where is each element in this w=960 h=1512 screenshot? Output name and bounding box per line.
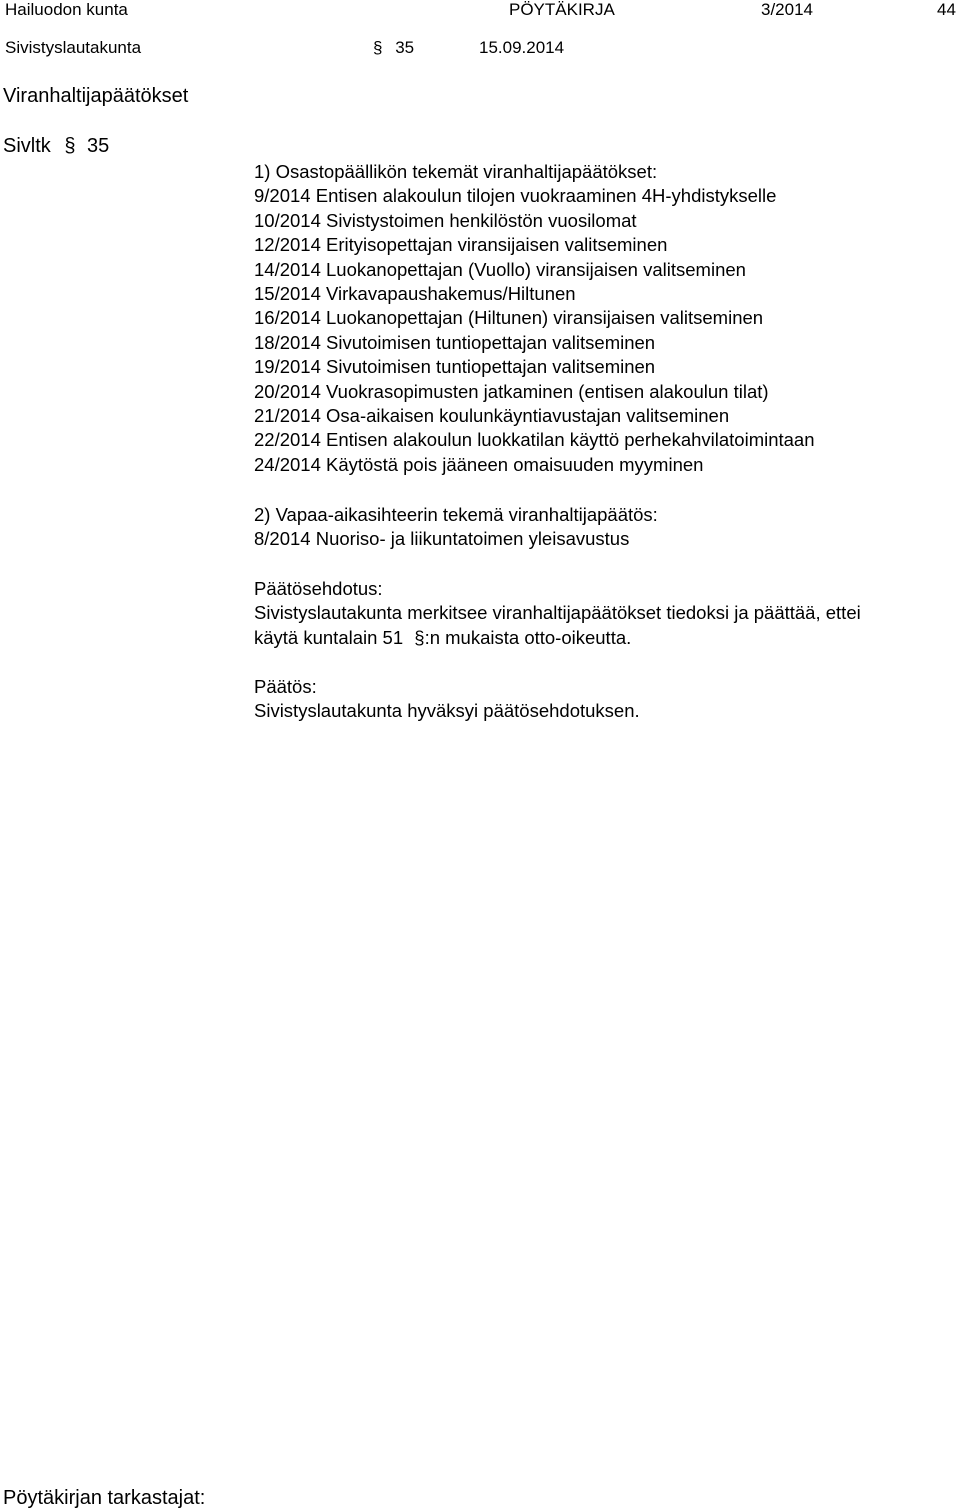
decisions-part1 <box>254 160 954 477</box>
decision-item: 10/2014 Sivistystoimen henkilöstön vuosilomat <box>254 209 637 231</box>
decision-item: 18/2014 Sivutoimisen tuntiopettajan valitseminen <box>254 331 656 353</box>
proposal-text-line1: Sivistyslautakunta merkitsee viranhaltijapäätökset tiedoksi ja päättää, ettei <box>254 602 861 624</box>
decisions-part2 <box>254 503 954 552</box>
case-ref-number: 35 <box>87 135 110 157</box>
minutes-reviewers-label: Pöytäkirjan tarkastajat: <box>3 1487 206 1509</box>
case-section-sign: § <box>64 135 76 157</box>
meeting-date: 15.09.2014 <box>479 38 565 57</box>
page-number: 44 <box>937 0 956 19</box>
decisions-part2-intro: 2) Vapaa-aikasihteerin tekemä viranhaltijapäätös: <box>254 504 658 525</box>
decision <box>254 675 954 724</box>
header-section-number: 35 <box>395 38 415 57</box>
document-number: 3/2014 <box>761 0 813 19</box>
case-ref-prefix: Sivltk <box>3 135 51 157</box>
decision-label: Päätös: <box>254 676 317 697</box>
case-reference <box>3 134 109 158</box>
proposal-section-sign: § <box>414 626 425 648</box>
decision-item: 24/2014 Käytöstä pois jääneen omaisuuden myyminen <box>254 453 704 475</box>
decision-item: 15/2014 Virkavapaushakemus/Hiltunen <box>254 283 576 305</box>
organization-name: Hailuodon kunta <box>5 0 128 19</box>
decision-item: 20/2014 Vuokrasopimusten jatkaminen (entisen alakoulun tilat) <box>254 380 769 402</box>
decision-item: 8/2014 Nuoriso- ja liikuntatoimen yleisavustus <box>254 528 630 550</box>
proposal-line2-after: :n mukaista otto-oikeutta. <box>424 626 632 648</box>
header-section-sign: § <box>373 38 383 57</box>
document-type: PÖYTÄKIRJA <box>509 0 615 19</box>
decision-item: 22/2014 Entisen alakoulun luokkatilan käyttö perhekahvilatoimintaan <box>254 429 815 451</box>
proposal-text-line2 <box>254 626 954 650</box>
decision-item: 12/2014 Erityisopettajan viransijaisen valitseminen <box>254 234 668 256</box>
decision-item: 21/2014 Osa-aikaisen koulunkäyntiavustajan valitseminen <box>254 405 730 427</box>
proposal-line2-before: käytä kuntalain 51 <box>254 626 404 648</box>
decision-item: 19/2014 Sivutoimisen tuntiopettajan valitseminen <box>254 356 656 378</box>
decision-item: 9/2014 Entisen alakoulun tilojen vuokraaminen 4H-yhdistykselle <box>254 185 777 207</box>
header-section-ref <box>373 38 414 58</box>
proposal-label: Päätösehdotus: <box>254 578 383 599</box>
decision-proposal <box>254 577 954 650</box>
decision-item: 14/2014 Luokanopettajan (Vuollo) viransijaisen valitseminen <box>254 258 746 280</box>
decisions-part1-intro: 1) Osastopäällikön tekemät viranhaltijapäätökset: <box>254 161 658 182</box>
decision-text: Sivistyslautakunta hyväksyi päätösehdotuksen. <box>254 700 640 722</box>
decision-item: 16/2014 Luokanopettajan (Hiltunen) viransijaisen valitseminen <box>254 307 764 329</box>
board-name: Sivistyslautakunta <box>5 38 142 57</box>
page-title: Viranhaltijapäätökset <box>3 85 189 107</box>
